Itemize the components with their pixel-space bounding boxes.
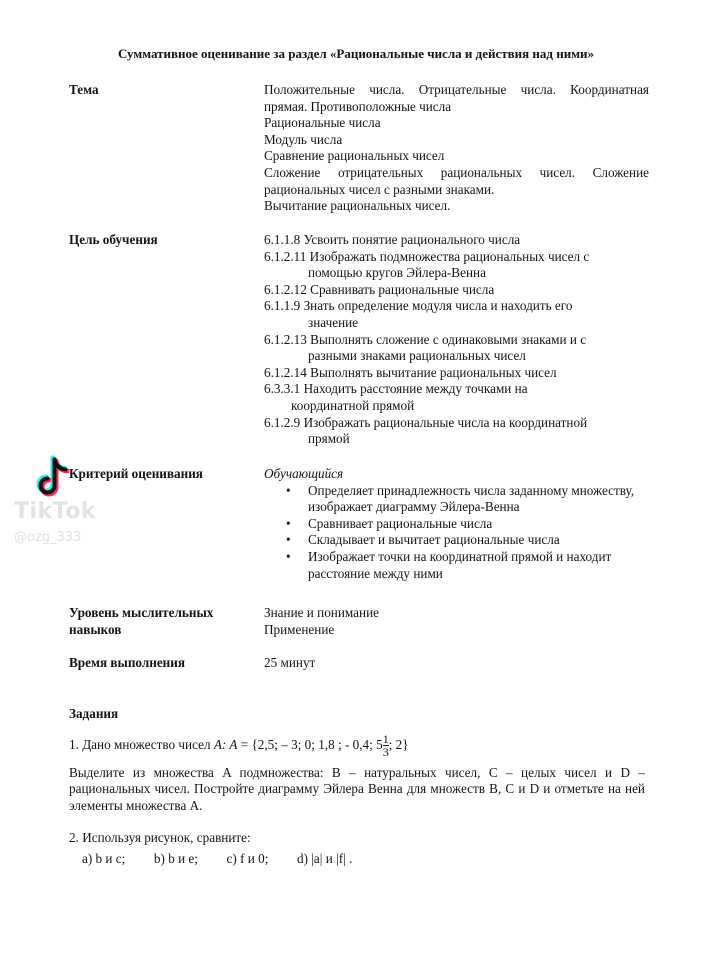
goal-item: 6.1.2.12 Сравнивать рациональные числа: [264, 281, 495, 297]
tiktok-logo-icon: [30, 454, 74, 502]
goal-item: 6.1.2.14 Выполнять вычитание рациональных чисел: [264, 364, 557, 380]
topic-line: Вычитание рациональных чисел.: [264, 198, 451, 214]
goal-item-cont: координатной прямой: [291, 397, 415, 413]
goal-item: 6.1.2.11 Изображать подмножества рациональных чисел с: [264, 248, 590, 264]
topic-line: Сложение отрицательных рациональных чисел. Сложение рациональных чисел с разными знаками.: [264, 164, 649, 197]
topic-content: [264, 82, 649, 215]
criteria-item: • Изображает точки на координатной прямой и находит расстояние между ними: [264, 549, 649, 582]
task-1-setname: A: A: [213, 736, 238, 752]
goals-content: [264, 232, 649, 448]
criteria-item: • Складывает и вычитает рациональные числа: [264, 532, 649, 549]
page-title: Суммативное оценивание за раздел «Рациональные числа и действия над ними»: [117, 46, 595, 61]
fraction-numerator: 1: [382, 732, 389, 747]
task-1-body: Выделите из множества A подмножества: B – натуральных чисел, C – целых чисел и D – рациональных чисел. Постройте диаграмму Эйлера Венна для множеств B, C и D и отметьте на ней элементы множества A.: [69, 764, 645, 813]
goal-item: 6.1.2.9 Изображать рациональные числа на координатной: [264, 414, 588, 430]
criteria-item: • Определяет принадлежность числа заданному множеству, изображает диаграмму Эйлера-Венна: [264, 483, 649, 516]
goal-item-cont: разными знаками рациональных чисел: [308, 348, 526, 364]
goal-item-cont: значение: [308, 314, 359, 330]
goal-item-cont: помощью кругов Эйлера-Венна: [308, 265, 486, 281]
tasks-section: [69, 706, 645, 868]
topic-line: Рациональные числа: [264, 115, 381, 131]
goal-item: 6.1.1.9 Знать определение модуля числа и находить его: [264, 298, 573, 314]
task-1-set-end: ; 2}: [388, 736, 409, 752]
tiktok-brand: TikTok: [14, 499, 97, 524]
topic-line: Положительные числа. Отрицательные числа. Координатная прямая. Противоположные числа: [264, 82, 649, 114]
tasks-heading: Задания: [69, 706, 119, 721]
task-2-item: c) f и 0;: [226, 850, 269, 866]
task-1-prefix: 1. Дано множество чисел: [69, 736, 211, 752]
task-1-line: [69, 731, 645, 759]
criteria-label: Критерий оценивания: [69, 466, 203, 481]
criteria-content: [264, 466, 649, 582]
task-2-item: d) |a| и |f| .: [296, 850, 353, 866]
goal-item: 6.1.1.8 Усвоить понятие рационального числа: [264, 232, 521, 247]
skills-content: [264, 605, 649, 638]
topic-label: Тема: [69, 82, 99, 97]
criteria-list: [264, 483, 649, 583]
criteria-item: • Сравнивает рациональные числа: [264, 516, 649, 533]
skills-line: Знание и понимание: [264, 605, 379, 620]
time-value: 25 минут: [264, 655, 316, 670]
goals-label: Цель обучения: [69, 232, 158, 247]
topic-line: Модуль числа: [264, 131, 343, 147]
goal-item: 6.3.3.1 Находить расстояние между точками на: [264, 381, 528, 397]
task-1-set: = {2,5; – 3; 0; 1,8 ; - 0,4; 5: [237, 736, 383, 752]
goal-item: 6.1.2.13 Выполнять сложение с одинаковыми знаками и с: [264, 331, 587, 347]
task-2-items: [69, 851, 645, 868]
time-label: Время выполнения: [69, 655, 186, 670]
task-2-item: b) b и e;: [153, 850, 198, 866]
task-2-item: a) b и c;: [82, 850, 126, 866]
skills-label: Уровень мыслительных навыков: [69, 605, 214, 637]
fraction-denominator: 3: [382, 745, 389, 760]
topic-line: Сравнение рациональных чисел: [264, 148, 445, 164]
task-2-text: 2. Используя рисунок, сравните:: [69, 830, 251, 846]
tiktok-handle: @ozg_333: [14, 530, 82, 545]
skills-line: Применение: [264, 621, 335, 637]
criteria-intro: Обучающийся: [264, 466, 344, 481]
goal-item-cont: прямой: [308, 431, 350, 447]
